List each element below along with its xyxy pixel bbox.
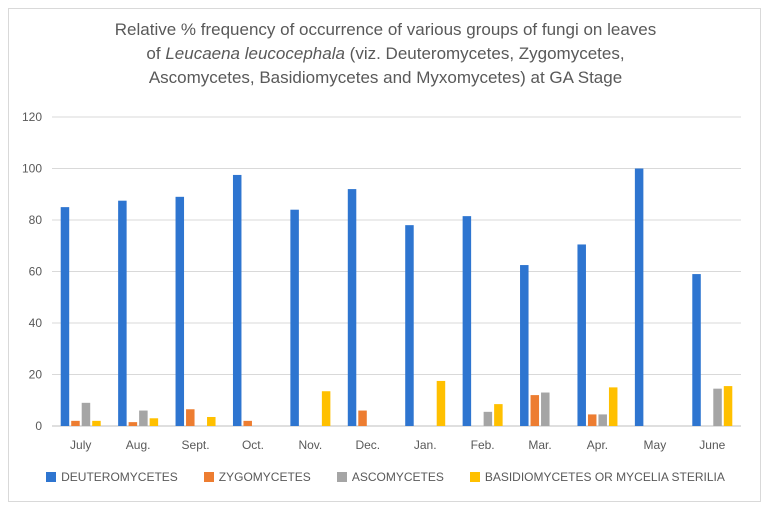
legend-label-3: BASIDIOMYCETES OR MYCELIA STERILIA <box>484 470 725 484</box>
x-tick-label-4: Nov. <box>298 438 323 452</box>
bar-ascomycetes-11 <box>713 389 722 426</box>
x-tick-label-2: Sept. <box>181 438 210 452</box>
bar-zygomycetes-2 <box>186 409 195 426</box>
y-tick-label-100: 100 <box>21 161 42 176</box>
bar-basidiomycetes-or-mycelia-sterilia-2 <box>207 417 216 426</box>
legend-item-1 <box>204 470 311 484</box>
bar-basidiomycetes-or-mycelia-sterilia-9 <box>609 387 618 426</box>
y-tick-label-0: 0 <box>35 419 42 433</box>
bar-ascomycetes-7 <box>484 412 493 426</box>
legend-swatch-3 <box>470 472 480 482</box>
bar-deuteromycetes-6 <box>405 225 414 426</box>
x-tick-label-3: Oct. <box>241 438 264 452</box>
bar-deuteromycetes-11 <box>692 274 701 426</box>
bar-deuteromycetes-10 <box>635 169 644 427</box>
bar-deuteromycetes-0 <box>61 207 69 426</box>
chart-title-species: Leucaena leucocephala <box>165 44 345 63</box>
bar-zygomycetes-0 <box>71 421 80 426</box>
bar-zygomycetes-8 <box>531 395 540 426</box>
bar-basidiomycetes-or-mycelia-sterilia-0 <box>92 421 101 426</box>
x-tick-label-9: Apr. <box>586 438 609 452</box>
bar-ascomycetes-1 <box>139 411 148 426</box>
x-tick-label-10: May <box>643 438 667 452</box>
bar-deuteromycetes-2 <box>176 197 185 426</box>
bar-basidiomycetes-or-mycelia-sterilia-11 <box>724 386 733 426</box>
bar-deuteromycetes-3 <box>233 175 242 426</box>
x-tick-label-8: Mar. <box>528 438 552 452</box>
bar-deuteromycetes-5 <box>348 189 357 426</box>
bar-zygomycetes-3 <box>243 421 252 426</box>
bar-zygomycetes-1 <box>129 422 138 426</box>
bar-basidiomycetes-or-mycelia-sterilia-7 <box>494 404 503 426</box>
bar-deuteromycetes-8 <box>520 265 529 426</box>
x-tick-label-7: Feb. <box>470 438 495 452</box>
bar-zygomycetes-5 <box>358 411 367 426</box>
y-tick-label-80: 80 <box>28 213 42 227</box>
y-tick-label-40: 40 <box>28 316 42 330</box>
bar-deuteromycetes-4 <box>290 210 299 426</box>
y-tick-label-60: 60 <box>28 264 42 279</box>
y-tick-label-20: 20 <box>28 367 42 382</box>
bar-zygomycetes-9 <box>588 414 597 426</box>
bar-basidiomycetes-or-mycelia-sterilia-4 <box>322 391 331 426</box>
legend-label-2: ASCOMYCETES <box>351 470 444 484</box>
bar-ascomycetes-8 <box>541 393 550 426</box>
x-tick-label-6: Jan. <box>413 438 437 452</box>
bar-basidiomycetes-or-mycelia-sterilia-1 <box>150 418 159 426</box>
chart-title-line-3: Ascomycetes, Basidiomycetes and Myxomycetes) at GA Stage <box>148 68 623 87</box>
legend-label-0: DEUTEROMYCETES <box>61 470 178 484</box>
bar-ascomycetes-9 <box>598 414 607 426</box>
y-tick-label-120: 120 <box>21 110 42 124</box>
legend-item-0 <box>46 470 178 484</box>
x-tick-label-1: Aug. <box>125 438 151 452</box>
legend-item-2 <box>337 470 444 484</box>
legend-label-1: ZYGOMYCETES <box>218 470 311 484</box>
bar-deuteromycetes-1 <box>118 201 127 426</box>
x-tick-label-5: Dec. <box>355 438 381 452</box>
legend-item-3 <box>470 470 725 484</box>
chart-title-line-2-pre: of <box>146 44 166 63</box>
legend-swatch-2 <box>337 472 347 482</box>
chart-title-line-1: Relative % frequency of occurrence of various groups of fungi on leaves <box>114 20 657 39</box>
x-tick-label-0: July <box>70 438 92 452</box>
bar-basidiomycetes-or-mycelia-sterilia-6 <box>437 381 446 426</box>
bar-deuteromycetes-7 <box>463 216 472 426</box>
chart-legend <box>0 470 771 484</box>
legend-swatch-1 <box>204 472 214 482</box>
bar-deuteromycetes-9 <box>577 244 586 426</box>
bar-ascomycetes-0 <box>82 403 91 426</box>
x-tick-label-11: June <box>699 438 726 452</box>
legend-swatch-0 <box>46 472 56 482</box>
chart-title-line-2-post: (viz. Deuteromycetes, Zygomycetes, <box>344 44 625 63</box>
